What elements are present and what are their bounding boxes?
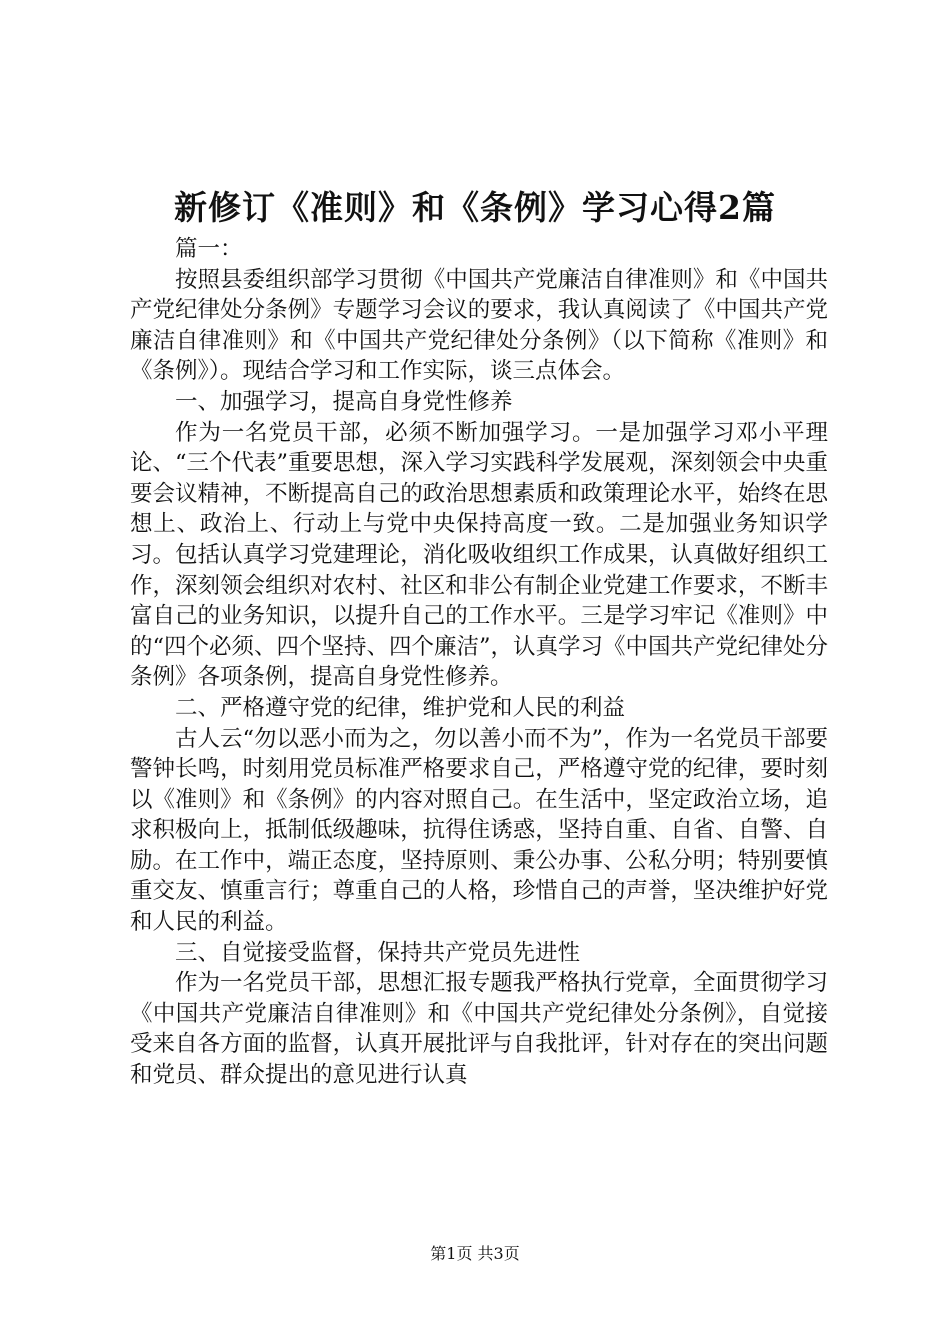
section-label: 篇一：: [175, 236, 243, 262]
paragraph-two: 古人云“勿以恶小而为之，勿以善小而不为”，作为一名党员干部要警钟长鸣，时刻用党员标准严格要求自己，严格遵守党的纪律，要时刻以《准则》和《条例》的内容对照自己。在生活中，坚定政治立场，追求积极向上，抵制低级趣味，抗得住诱惑，坚持自重、自省、自警、自励。在工作中，端正态度，坚持原则、秉公办事、公私分明；特别要慎重交友、慎重言行；尊重自己的人格，珍惜自己的声誉，坚决维护好党和人民的利益。: [130, 725, 829, 936]
intro-paragraph: 按照县委组织部学习贯彻《中国共产党廉洁自律准则》和《中国共产党纪律处分条例》专题学习会议的要求，我认真阅读了《中国共产党廉洁自律准则》和《中国共产党纪律处分条例》（以下简称《准则》和《条例》）。现结合学习和工作实际，谈三点体会。: [130, 266, 828, 385]
paragraph-three: 作为一名党员干部，思想汇报专题我严格执行党章，全面贯彻学习《中国共产党廉洁自律准则》和《中国共产党纪律处分条例》，自觉接受来自各方面的监督，认真开展批评与自我批评，针对存在的突出问题和党员、群众提出的意见进行认真: [130, 970, 828, 1089]
document-body: [130, 234, 828, 1091]
heading-one: 一、加强学习，提高自身党性修养: [175, 388, 513, 415]
paragraph-one: 作为一名党员干部，必须不断加强学习。一是加强学习邓小平理论、“三个代表”重要思想，深入学习实践科学发展观，深刻领会中央重要会议精神，不断提高自己的政治思想素质和政策理论水平，始终在思想上、政治上、行动上与党中央保持高度一致。二是加强业务知识学习。包括认真学习党建理论，消化吸收组织工作成果，认真做好组织工作，深刻领会组织对农村、社区和非公有制企业党建工作要求，不断丰富自己的业务知识，以提升自己的工作水平。三是学习牢记《准则》中的“四个必须、四个坚持、四个廉洁”，认真学习《中国共产党纪律处分条例》各项条例，提高自身党性修养。: [130, 419, 829, 691]
page-footer: 第1页 共3页: [430, 1244, 520, 1263]
heading-two: 二、严格遵守党的纪律，维护党和人民的利益: [175, 694, 626, 721]
document-title: 新修订《准则》和《条例》学习心得2篇: [174, 188, 776, 227]
heading-three: 三、自觉接受监督，保持共产党员先进性: [175, 939, 581, 966]
